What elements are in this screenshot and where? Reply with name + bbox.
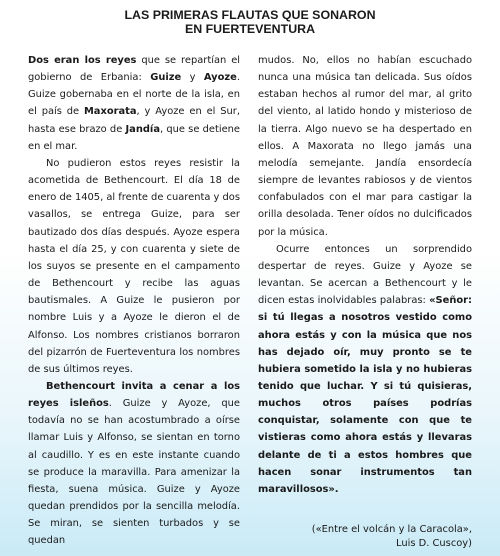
bold-name-guize: Guize	[150, 72, 182, 84]
source-line-1: («Entre el volcán y la Caracola»,	[311, 524, 472, 535]
source-citation	[258, 523, 472, 550]
text-run: y	[181, 72, 204, 84]
title-line-1: LAS PRIMERAS FLAUTAS QUE SONARON	[124, 8, 376, 22]
text-run: . Guize gobernaba en el norte de la isla, en el país de	[28, 72, 240, 118]
quoted-speech: «Señor: si tú llegas a nosotros vestido como ahora estás y con la música que nos has dejado oír, muy pronto se te hubiera sometido la isla y no hubieras tenido que luchar. Y si tú quisieras, muchos otros países podrías conquistar, solamente con que te vistieras como ahora estás y llevaras delante de ti a estos hombres que hacen sonar instrumentos tan maravillosos».	[258, 295, 472, 495]
bold-name-jandia: Jandía	[125, 123, 160, 135]
bold-phrase: Dos eran los reyes	[28, 55, 137, 66]
bold-name-ayoze: Ayoze	[203, 72, 237, 84]
document-title	[0, 8, 500, 36]
paragraph-4: mudos. No, ellos no habían escuchado nunca una música tan delicada. Sus oídos estaban hechos al rumor del mar, al grito del viento, al latido hondo y misterioso de la tierra. Algo nuevo se ha despertado en ellos. A Maxorata no llego jamás una melodía semejante. Jandía ensordecía siempre de levantes rabiosos y de vientos confabulados con el mar para castigar la orilla desolada. Tener oídos no dulcificados por la música.	[258, 55, 472, 238]
text-run: . Guize y Ayoze, que todavía no se han acostumbrado a oírse llamar Luis y Alfonso, se sientan en torno al caudillo. Y es en este instante cuando se produce la maravilla. Para amenizar la fiesta, suena música. Guize y Ayoze quedan prendidos por la sencilla melodía. Se miran, se sienten turbados y se quedan	[28, 398, 240, 547]
text-run: , y Ayoze en el Sur, hasta ese brazo de	[28, 106, 240, 135]
paragraph-3	[28, 378, 240, 550]
title-line-2: EN FUERTEVENTURA	[184, 22, 316, 36]
paragraph-5	[258, 241, 472, 498]
source-line-2: Luis D. Cuscoy)	[396, 537, 472, 549]
right-column	[258, 52, 472, 498]
left-column	[28, 52, 240, 550]
bold-name-maxorata: Maxorata	[83, 106, 137, 118]
text-run: , que se detiene en el mar.	[28, 123, 240, 152]
paragraph-2: No pudieron estos reyes resistir la acometida de Bethencourt. El día 18 de enero de 1405, al frente de cuarenta y dos vasallos, se entrega Guize, para ser bautizado dos días después. Ayoze espera hasta el día 25, y con cuarenta y siete de los suyos se presente en el campamento de Bethencourt y recibe las aguas bautismales. A Guize le pusieron por nombre Luis y a Ayoze le dieron el de Alfonso. Los nombres cristianos borraron del pizarrón de Fuerteventura los nombres de sus últimos reyes.	[28, 157, 240, 375]
bold-phrase: Bethencourt invita a cenar a los reyes isleños	[28, 380, 240, 410]
paragraph-1	[28, 52, 240, 155]
text-run: Ocurre entonces un sorprendido despertar de reyes. Guize y Ayoze se levantan. Se acercan a Bethencourt y le dicen estas inolvidables palabras:	[258, 243, 472, 307]
text-run: que se repartían el gobierno de Erbania:	[28, 55, 241, 84]
